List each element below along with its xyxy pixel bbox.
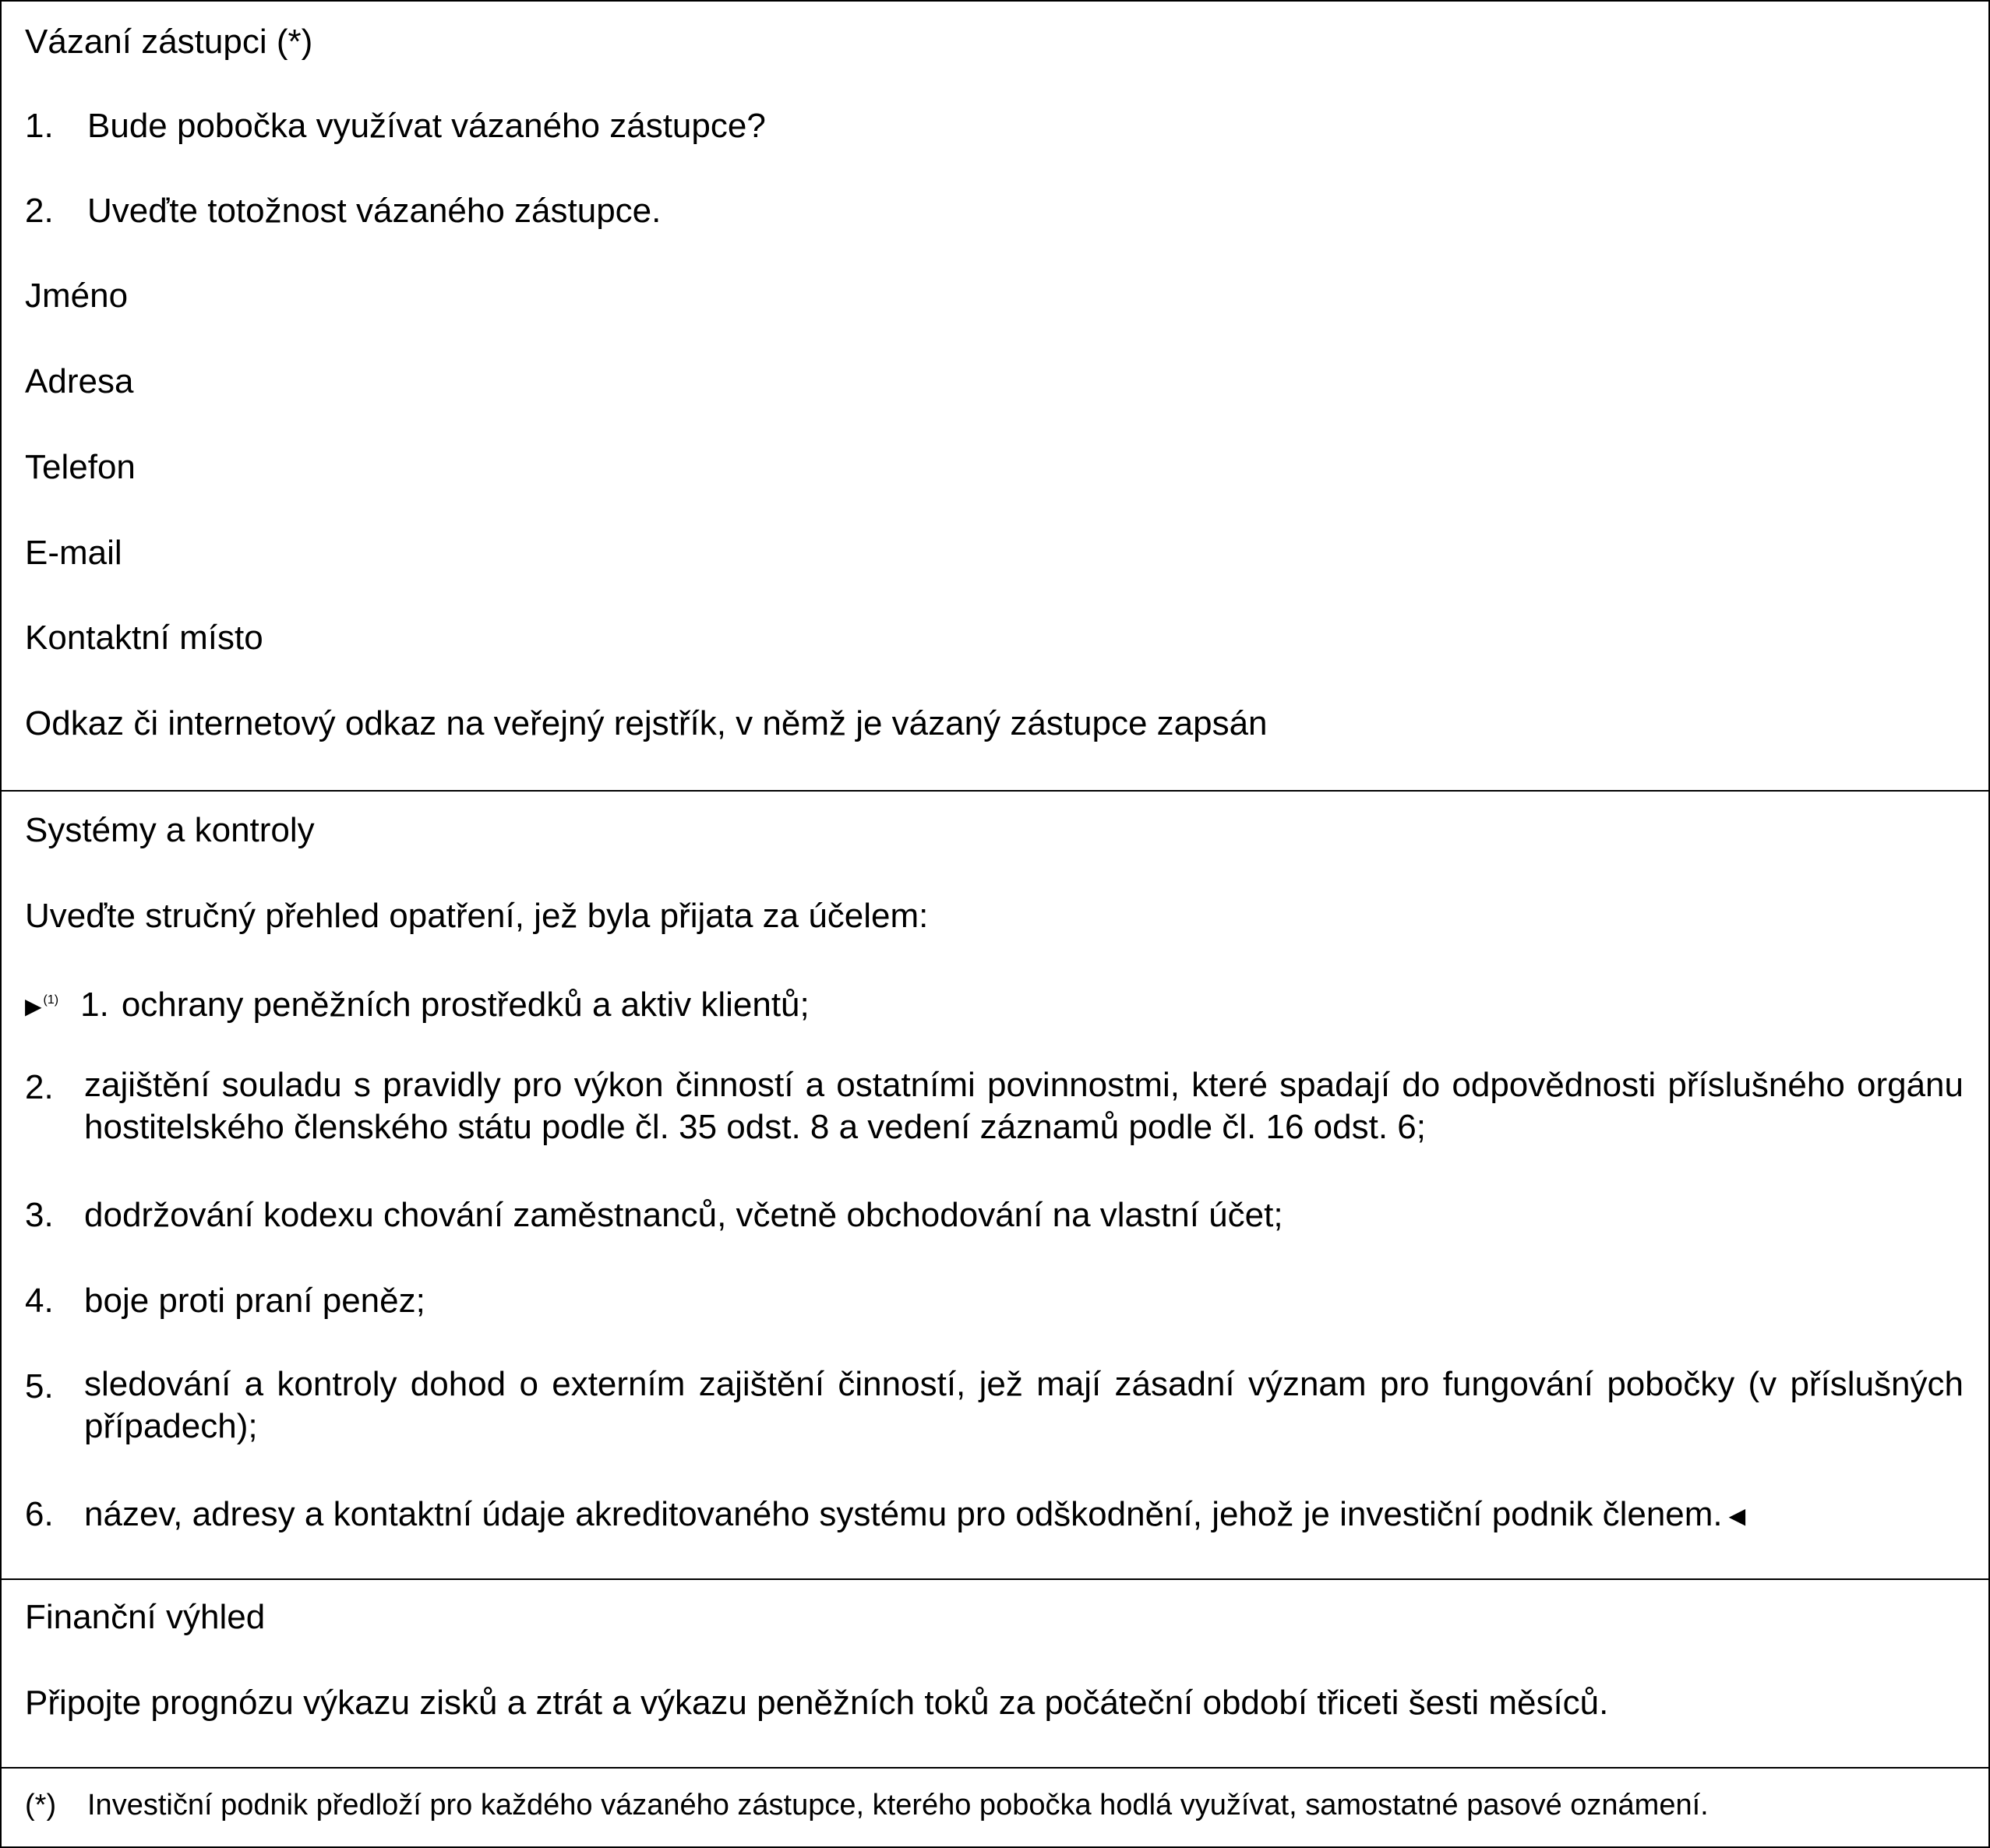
section-intro: Uveďte stručný přehled opatření, jež byla přijata za účelem:	[25, 897, 929, 935]
amendment-start-marker: ▶	[25, 994, 42, 1019]
field-name-label: Jméno	[25, 277, 129, 315]
item-number: 4.	[25, 1282, 54, 1320]
section-systems-controls	[2, 792, 1988, 1580]
item-text: ochrany peněžních prostředků a aktiv klientů;	[121, 985, 810, 1024]
section-heading: Finanční výhled	[25, 1598, 266, 1636]
item-text: zajištění souladu s pravidly pro výkon činností a ostatními povinnostmi, které spadají do odpovědnosti příslušného orgánu hostitelského členského státu podle čl. 35 odst. 8 a vedení záznamů podle čl. 16 odst. 6;	[84, 1066, 1964, 1146]
item-number: 5.	[25, 1367, 54, 1405]
section-financial-outlook	[2, 1580, 1988, 1769]
field-address-label: Adresa	[25, 362, 134, 400]
item-text: název, adresy a kontaktní údaje akreditovaného systému pro odškodnění, jehož je investiční podnik členem.	[84, 1495, 1723, 1533]
section-heading: Vázaní zástupci (*)	[25, 23, 313, 61]
field-public-register-label: Odkaz či internetový odkaz na veřejný rejstřík, v němž je vázaný zástupce zapsán	[25, 704, 1268, 742]
item-text: sledování a kontroly dohod o externím zajištění činností, jež mají zásadní význam pro fungování pobočky (v příslušných případech);	[84, 1365, 1964, 1445]
list-item	[25, 980, 810, 1027]
item-number: 1.	[80, 985, 109, 1024]
item-text: boje proti praní peněz;	[84, 1282, 425, 1320]
question-identify-tied-agent: Uveďte totožnost vázaného zástupce.	[87, 192, 662, 230]
amendment-ref: (1)	[43, 993, 59, 1007]
field-email-label: E-mail	[25, 534, 122, 572]
section-text: Připojte prognózu výkazu zisků a ztrát a výkazu peněžních toků za počáteční období třiceti šesti měsíců.	[25, 1684, 1609, 1722]
item-number: 3.	[25, 1196, 54, 1234]
item-number: 2.	[25, 1068, 54, 1106]
item-number: 2.	[25, 192, 54, 230]
item-text: dodržování kodexu chování zaměstnanců, včetně obchodování na vlastní účet;	[84, 1196, 1283, 1234]
field-contact-point-label: Kontaktní místo	[25, 619, 263, 657]
amendment-end-marker: ◀	[1728, 1504, 1746, 1529]
field-phone-label: Telefon	[25, 448, 136, 486]
footnote-mark: (*)	[25, 1789, 57, 1822]
question-uses-tied-agent: Bude pobočka využívat vázaného zástupce?	[87, 107, 766, 145]
section-tied-agents	[2, 2, 1988, 792]
item-number: 6.	[25, 1495, 54, 1533]
section-heading: Systémy a kontroly	[25, 811, 315, 849]
list-item	[84, 1494, 1745, 1536]
item-number: 1.	[25, 107, 54, 145]
footnote-row	[2, 1769, 1988, 1846]
footnote-text: Investiční podnik předloží pro každého vázaného zástupce, kterého pobočka hodlá využívat, samostatné pasové oznámení.	[87, 1789, 1709, 1822]
